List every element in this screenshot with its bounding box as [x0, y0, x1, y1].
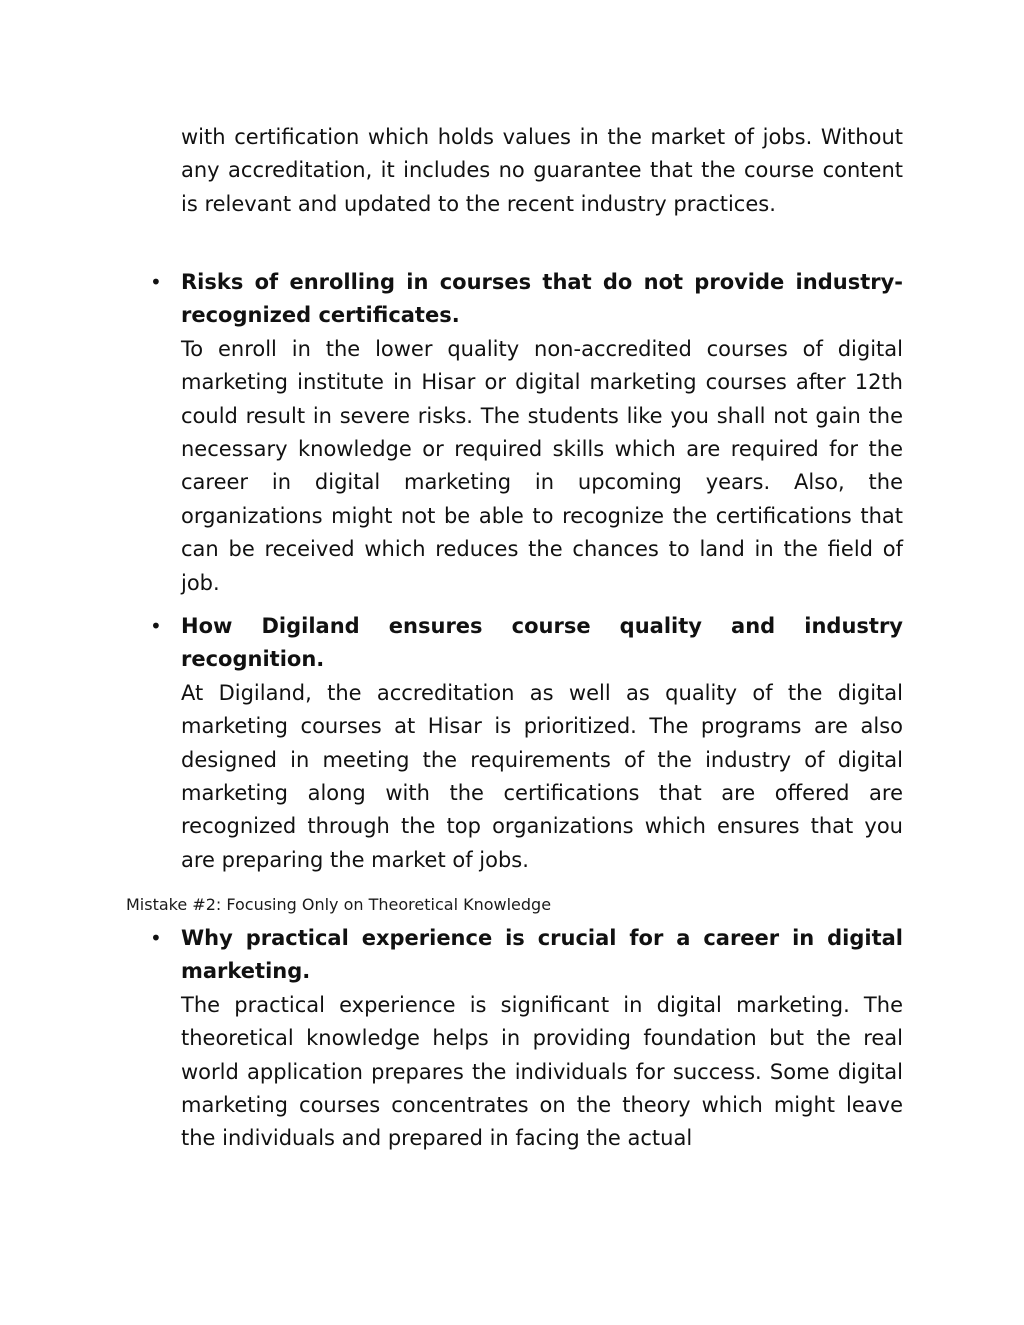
bullet-heading: How Digiland ensures course quality and industry recognition. — [181, 614, 903, 672]
bullet-icon: • — [150, 270, 162, 294]
list-item-risks — [150, 266, 903, 600]
bullet-body: At Digiland, the accreditation as well as quality of the digital marketing courses at Hisar is prioritized. The programs are also designed in meeting the requirements of the industry of digital marketing along with the certifications that are offered are recognized through the top organizations which ensures that you are preparing the market of jobs. — [181, 680, 903, 872]
bullet-icon: • — [150, 926, 162, 950]
list-item-practical — [150, 922, 903, 1156]
bullet-body: To enroll in the lower quality non-accredited courses of digital marketing institute in Hisar or digital marketing courses after 12th could result in severe risks. The students like you shall not gain the necessary knowledge or required skills which are required for the career in digital marketing in upcoming years. Also, the organizations might not be able to recognize the certifications that can be received which reduces the chances to land in the field of job. — [181, 336, 903, 595]
intro-paragraph: with certification which holds values in the market of jobs. Without any accreditation, it includes no guarantee that the course content is relevant and updated to the recent industry practices. — [181, 125, 903, 216]
bullet-heading: Why practical experience is crucial for a career in digital marketing. — [181, 926, 903, 984]
section-heading: Mistake #2: Focusing Only on Theoretical Knowledge — [126, 895, 552, 914]
bullet-icon: • — [150, 614, 162, 638]
list-item-digiland — [150, 610, 903, 877]
bullet-body: The practical experience is significant in digital marketing. The theoretical knowledge helps in providing foundation but the real world application prepares the individuals for success. Some digital marketing courses concentrates on the theory which might leave the individuals and prepared in facing the actual — [181, 992, 903, 1151]
bullet-heading: Risks of enrolling in courses that do not provide industry-recognized certificates. — [181, 270, 903, 328]
